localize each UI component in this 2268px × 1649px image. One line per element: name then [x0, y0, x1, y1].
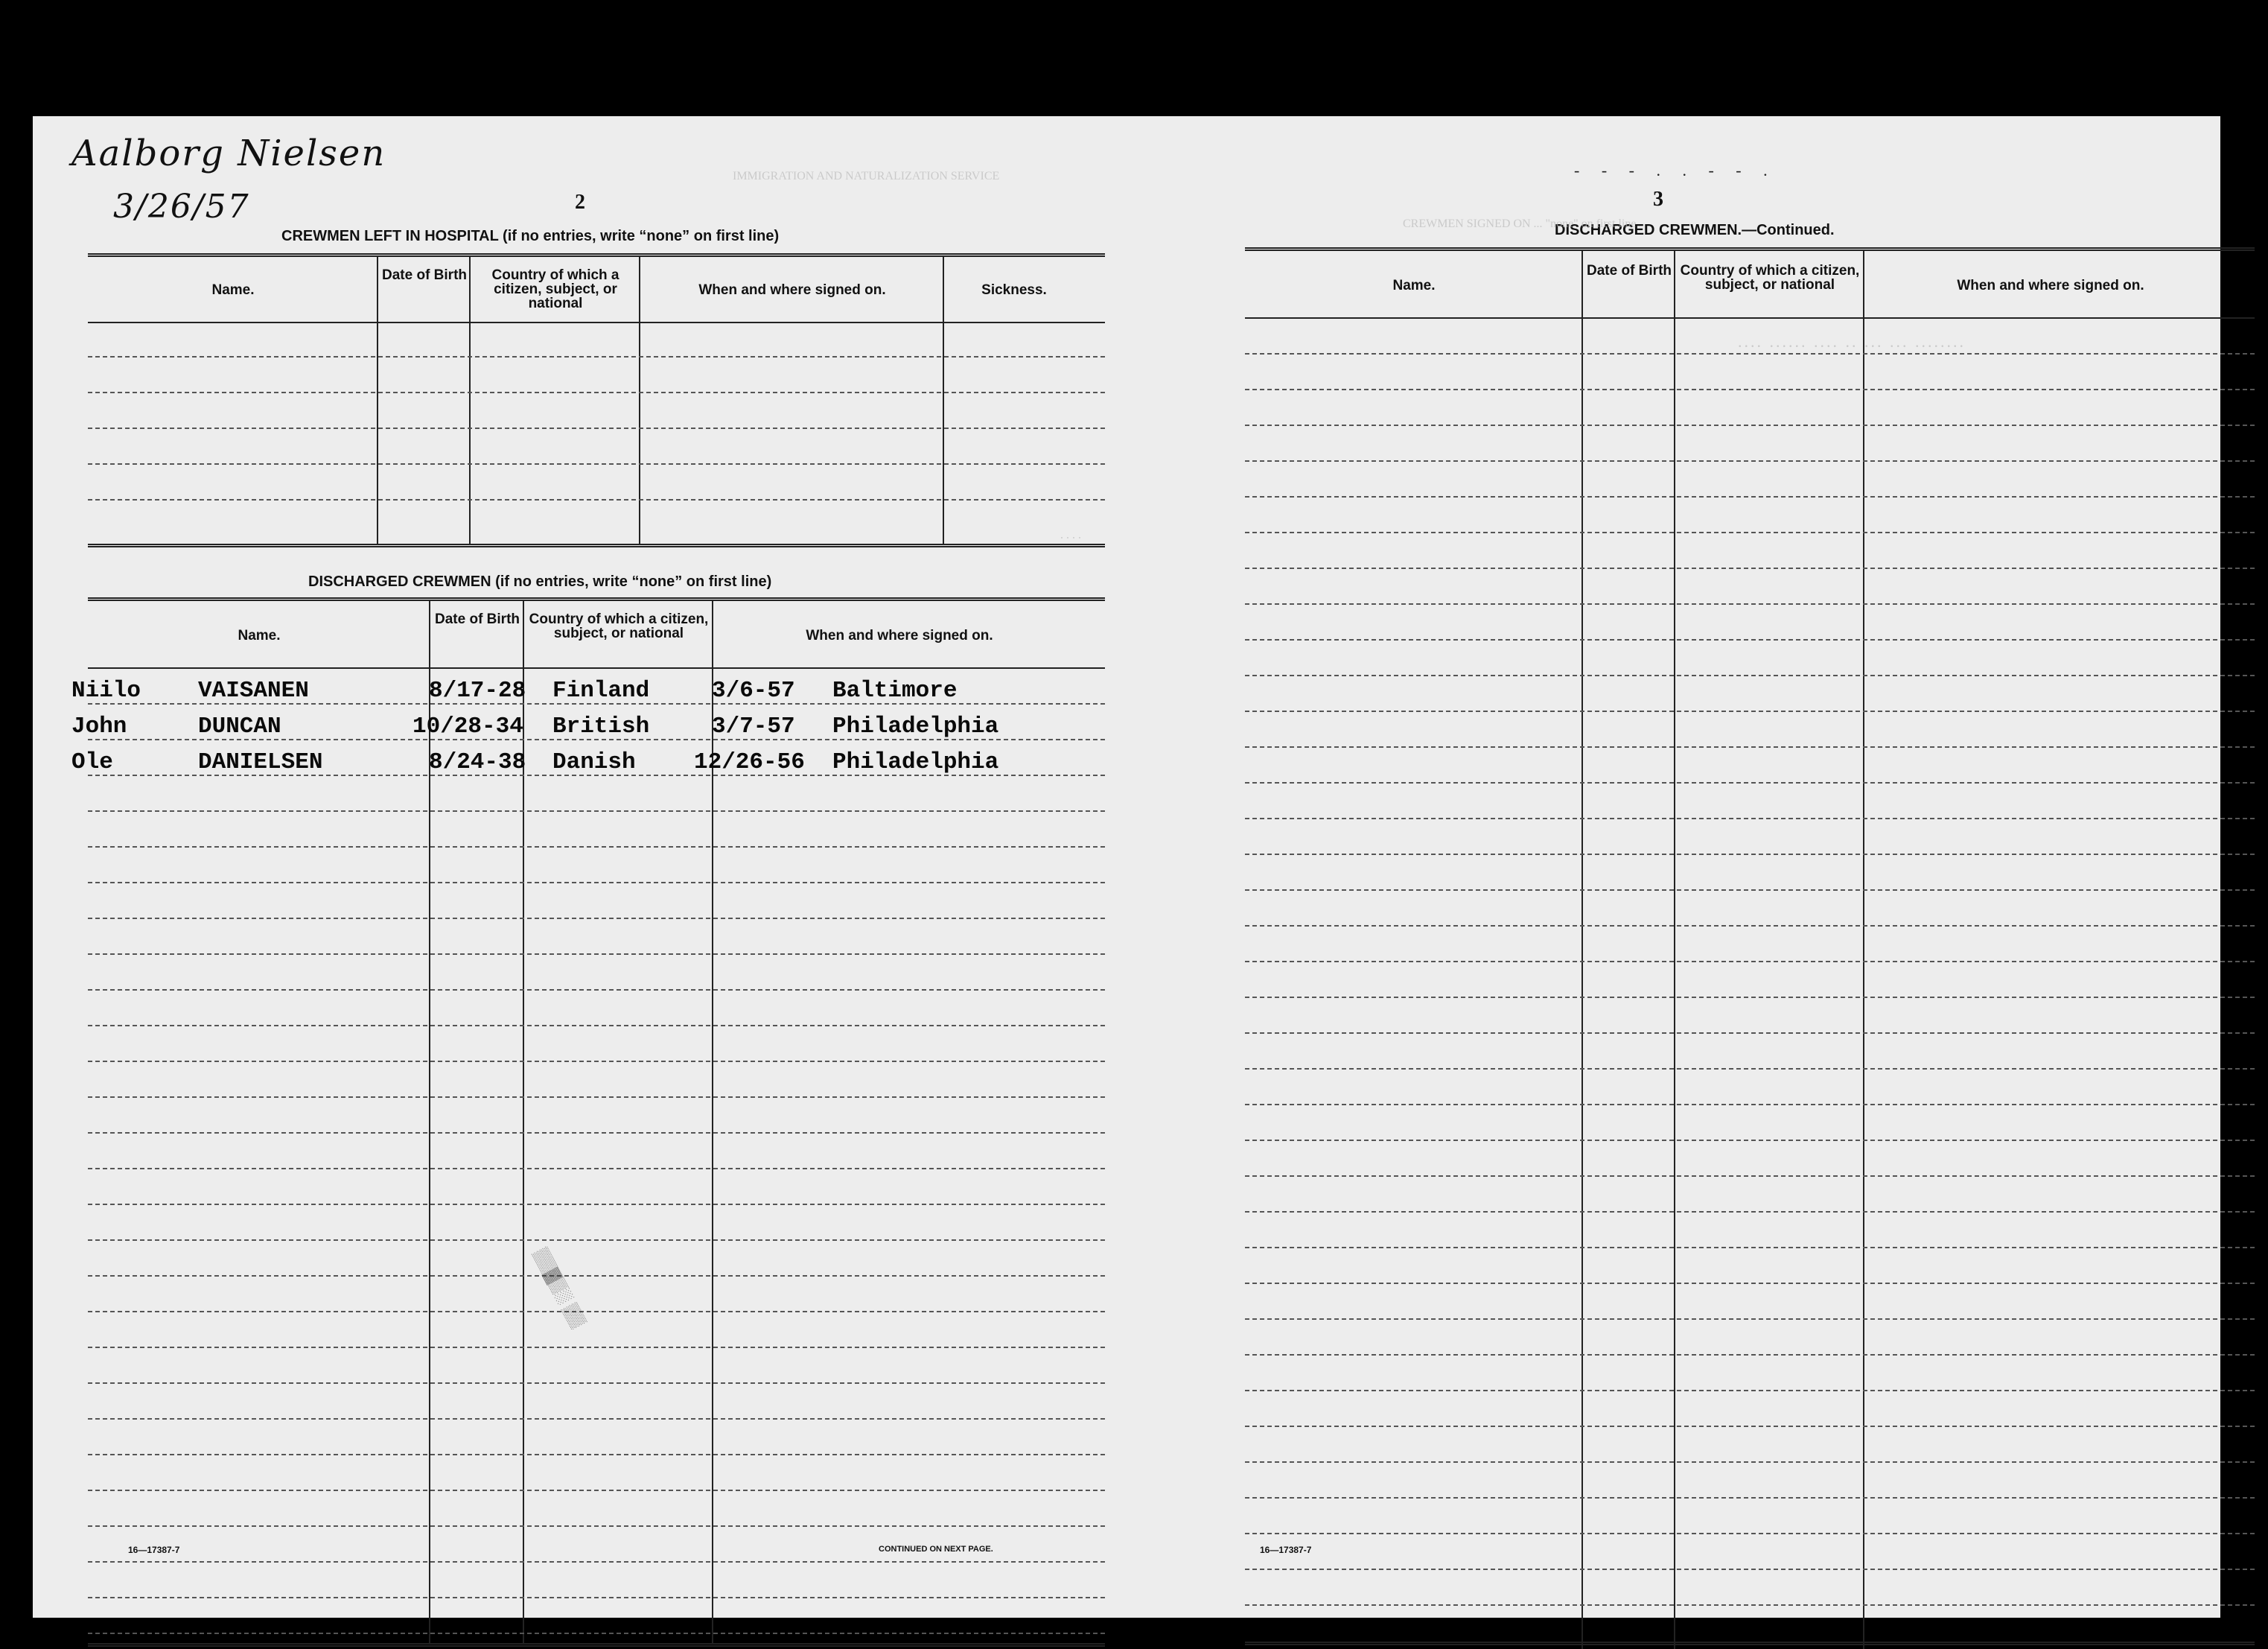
entry-line	[88, 1597, 1105, 1598]
col-divider	[377, 256, 378, 544]
rule	[1245, 1642, 2255, 1645]
entry-line	[88, 846, 1105, 848]
entry-line	[88, 1561, 1105, 1563]
col-header-signed-on: When and where signed on.	[806, 628, 993, 644]
document-sheet	[33, 116, 2220, 1618]
place-signed-on: Philadelphia	[832, 749, 999, 775]
entry-line	[88, 1418, 1105, 1420]
country: Danish	[552, 749, 636, 775]
rule	[1245, 317, 2255, 319]
entry-line	[88, 1239, 1105, 1241]
rule	[88, 597, 1105, 601]
bleed-through-text: .... ...... .... .. ... ... ........	[1738, 332, 1966, 351]
entry-line	[1245, 889, 2255, 891]
ink-stamp: ▒▒▓▒░ ▒▒	[532, 1245, 589, 1330]
entry-line	[88, 1311, 1105, 1312]
date-of-birth: 8/24-38	[429, 749, 526, 775]
entry-line	[88, 1490, 1105, 1491]
col-header-name: Name.	[238, 628, 281, 644]
col-header-country: Country of which a citizen, subject, or national	[491, 267, 619, 311]
entry-line	[1245, 1247, 2255, 1248]
date-signed-on: 12/26-56	[694, 749, 805, 775]
col-header-name: Name.	[211, 282, 255, 298]
entry-line	[88, 463, 1105, 465]
entry-line	[1245, 1175, 2255, 1177]
entry-line	[1245, 1426, 2255, 1427]
entry-line	[88, 882, 1105, 883]
entry-line	[88, 810, 1105, 812]
right-page	[1127, 116, 2220, 1618]
entry-line	[1245, 1497, 2255, 1499]
col-header-name: Name.	[1392, 278, 1436, 293]
rule	[88, 544, 1105, 547]
col-header-dob: Date of Birth	[435, 611, 520, 627]
entry-line	[1245, 925, 2255, 927]
entry-line	[1245, 603, 2255, 605]
col-header-country: Country of which a citizen, subject, or national	[1680, 263, 1860, 293]
entry-line	[88, 1025, 1105, 1026]
discharged-section-title: DISCHARGED CREWMEN (if no entries, write “none” on first line)	[308, 574, 772, 590]
col-header-dob: Date of Birth	[382, 267, 467, 283]
first-name: Niilo	[71, 678, 141, 704]
bleed-through-text: IMMIGRATION AND NATURALIZATION SERVICE	[733, 170, 1000, 182]
country: British	[552, 714, 650, 740]
col-header-country: Country of which a citizen, subject, or national	[529, 611, 709, 641]
entry-line	[1245, 1283, 2255, 1284]
entry-line	[1245, 997, 2255, 998]
entry-line	[1245, 818, 2255, 819]
entry-line	[1245, 1354, 2255, 1356]
rule	[88, 253, 1105, 257]
bleed-through-text: CREWMEN SIGNED ON ... "none" on first line	[1403, 217, 1637, 230]
entry-line	[1245, 568, 2255, 569]
entry-line	[1245, 1140, 2255, 1141]
entry-line	[1245, 711, 2255, 712]
discharged-continued-title: DISCHARGED CREWMEN.—Continued.	[1555, 222, 1835, 238]
entry-line	[1245, 675, 2255, 676]
page-number: 2	[575, 191, 585, 214]
hospital-section-title: CREWMEN LEFT IN HOSPITAL (if no entries, write “none” on first line)	[281, 228, 780, 244]
last-name: DANIELSEN	[198, 749, 323, 775]
entry-line	[88, 499, 1105, 501]
last-name: VAISANEN	[198, 678, 309, 704]
col-header-dob: Date of Birth	[1587, 263, 1672, 279]
entry-line	[88, 1132, 1105, 1134]
date-signed-on: 3/7-57	[712, 714, 795, 740]
entry-line	[1245, 782, 2255, 784]
col-header-sickness: Sickness.	[981, 282, 1047, 298]
entry-line	[1245, 389, 2255, 390]
col-divider	[943, 256, 944, 544]
entry-line	[1245, 460, 2255, 462]
entry-line	[88, 989, 1105, 991]
entry-line	[1245, 1533, 2255, 1534]
entry-line	[88, 1275, 1105, 1277]
place-signed-on: Philadelphia	[832, 714, 999, 740]
entry-line	[88, 356, 1105, 358]
entry-line	[88, 953, 1105, 955]
entry-line	[1245, 1604, 2255, 1606]
entry-line	[1245, 353, 2255, 355]
entry-line	[1245, 961, 2255, 962]
col-header-signed-on: When and where signed on.	[1957, 278, 2144, 293]
col-divider	[639, 256, 640, 544]
rule	[1245, 247, 2255, 251]
col-header-signed-on: When and where signed on.	[698, 282, 886, 298]
country: Finland	[552, 678, 650, 704]
entry-line	[88, 1168, 1105, 1169]
col-divider	[469, 256, 471, 544]
entry-line	[1245, 1390, 2255, 1391]
handwritten-name: Aalborg Nielsen	[71, 133, 386, 174]
entry-line	[88, 1061, 1105, 1062]
first-name: Ole	[71, 749, 113, 775]
entry-line	[88, 1096, 1105, 1098]
entry-line	[88, 1633, 1105, 1634]
entry-line	[88, 392, 1105, 393]
entry-line	[1245, 425, 2255, 426]
date-of-birth: 10/28-34	[412, 714, 523, 740]
left-page	[33, 116, 1127, 1618]
entry-line	[88, 918, 1105, 919]
entry-line	[88, 1347, 1105, 1348]
entry-line	[1245, 1318, 2255, 1320]
entry-line	[1245, 1104, 2255, 1105]
entry-line	[88, 1454, 1105, 1455]
first-name: John	[71, 714, 127, 740]
entry-line	[88, 1204, 1105, 1205]
entry-line	[88, 739, 1105, 740]
date-of-birth: 8/17-28	[429, 678, 526, 704]
entry-line	[88, 428, 1105, 429]
entry-line	[88, 775, 1105, 776]
entry-line	[1245, 746, 2255, 748]
last-name: DUNCAN	[198, 714, 281, 740]
date-signed-on: 3/6-57	[712, 678, 795, 704]
rule	[88, 322, 1105, 323]
entry-line	[1245, 639, 2255, 641]
entry-line	[88, 703, 1105, 705]
entry-line	[88, 1382, 1105, 1384]
form-number: 16—17387-7	[1260, 1545, 1312, 1555]
entry-line	[1245, 532, 2255, 533]
place-signed-on: Baltimore	[832, 678, 958, 704]
entry-line	[1245, 1569, 2255, 1570]
continued-note: CONTINUED ON NEXT PAGE.	[879, 1545, 993, 1554]
entry-line	[1245, 1068, 2255, 1070]
entry-line	[1245, 1032, 2255, 1034]
entry-line	[1245, 854, 2255, 855]
punch-marks: - - - . . - - .	[1574, 161, 1777, 179]
entry-line	[88, 1525, 1105, 1527]
entry-line	[1245, 1211, 2255, 1213]
handwritten-date: 3/26/57	[113, 188, 250, 226]
rule	[88, 667, 1105, 669]
entry-line	[1245, 496, 2255, 498]
form-number: 16—17387-7	[128, 1545, 180, 1555]
bleed-through-text: . . . .	[1060, 534, 1081, 547]
page-number: 3	[1653, 188, 1663, 211]
entry-line	[1245, 1461, 2255, 1463]
